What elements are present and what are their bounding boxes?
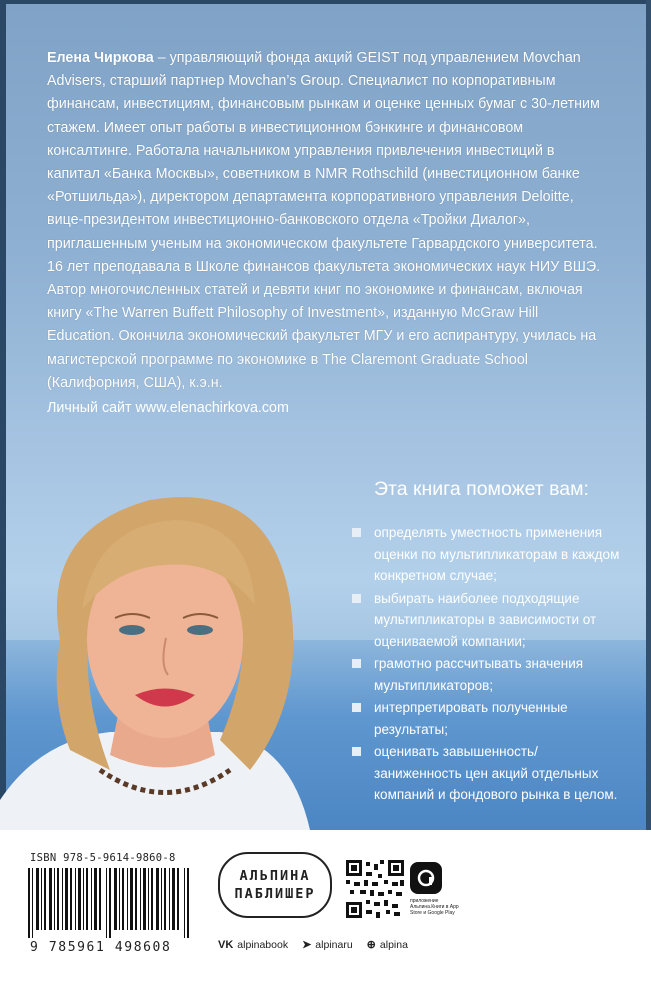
publisher-line1: АЛЬПИНА bbox=[239, 868, 311, 884]
help-item: определять уместность применения оценки по мультипликаторам в каждом конкретном случае; bbox=[352, 522, 622, 587]
author-bio bbox=[47, 47, 607, 395]
help-item: выбирать наиболее подходящие мультипликаторы в зависимости от оцениваемой компании; bbox=[352, 588, 622, 653]
publisher-logo bbox=[218, 852, 332, 918]
telegram-icon: ➤ bbox=[302, 939, 312, 951]
publisher-line2: ПАБЛИШЕР bbox=[234, 886, 316, 902]
square-bullet-icon bbox=[352, 659, 361, 668]
square-bullet-icon bbox=[352, 528, 361, 537]
social-plus: ⊕ alpina bbox=[366, 938, 408, 951]
help-item: интерпретировать полученные результаты; bbox=[352, 697, 622, 740]
barcode-number: 9 785961 498608 bbox=[30, 940, 172, 955]
app-logo-icon bbox=[410, 862, 442, 894]
author-portrait bbox=[0, 470, 330, 830]
square-bullet-icon bbox=[352, 594, 361, 603]
square-bullet-icon bbox=[352, 703, 361, 712]
author-website: Личный сайт www.elenachirkova.com bbox=[47, 400, 289, 416]
social-telegram: ➤ alpinaru bbox=[302, 938, 353, 951]
plus-icon: ⊕ bbox=[366, 939, 376, 951]
barcode bbox=[28, 868, 196, 938]
author-bio-text: – управляющий фонда акций GEIST под управлением Movchan Advisers, старший партнер Movchan’s Group. Специалист по корпоративным финансам, инвестициям, финансовым рынкам и оценке ценных бумаг с 30-летним стажем. Имеет опыт работы в инвестиционном бэнкинге и финансовом консалтинге. Работала начальником управления привлечения инвестиций в капитал «Банка Москвы», советником в NMR Rothschild (инвестиционном банке «Ротшильда»), директором департамента корпоративного управления Deloitte, вице-президентом инвестиционно-банковского отдела «Тройки Диалог», приглашенным ученым на экономическом факультете Гарвардского университета. 16 лет преподавала в Школе финансов факультета экономических наук НИУ ВШЭ. Автор многочисленных статей и девяти книг по экономике и финансам, включая книгу «The Warren Buffett Philosophy of Investment», изданную McGraw Hill Education. Окончила экономический факультет МГУ и его аспирантуру, училась на магистерской программе по экономике в The Claremont Graduate School (Калифорния, США), к.э.н. bbox=[47, 50, 601, 391]
help-item: грамотно рассчитывать значения мультипликаторов; bbox=[352, 653, 622, 696]
help-item: оценивать завышенность/заниженность цен акций отдельных компаний и фондового рынка в целом. bbox=[352, 741, 622, 806]
isbn-text: ISBN 978-5-9614-9860-8 bbox=[30, 852, 176, 864]
square-bullet-icon bbox=[352, 747, 361, 756]
cover-top-edge bbox=[0, 0, 651, 4]
app-caption: приложение Альпина.Книги в App Store и Google Play bbox=[410, 898, 459, 916]
qr-code-icon bbox=[346, 860, 404, 918]
help-list bbox=[352, 522, 622, 807]
author-name: Елена Чиркова bbox=[47, 50, 154, 66]
social-links bbox=[218, 938, 408, 951]
help-title: Эта книга поможет вам: bbox=[374, 478, 589, 500]
social-vk: VK alpinabook bbox=[218, 938, 289, 951]
vk-icon: VK bbox=[218, 938, 234, 951]
